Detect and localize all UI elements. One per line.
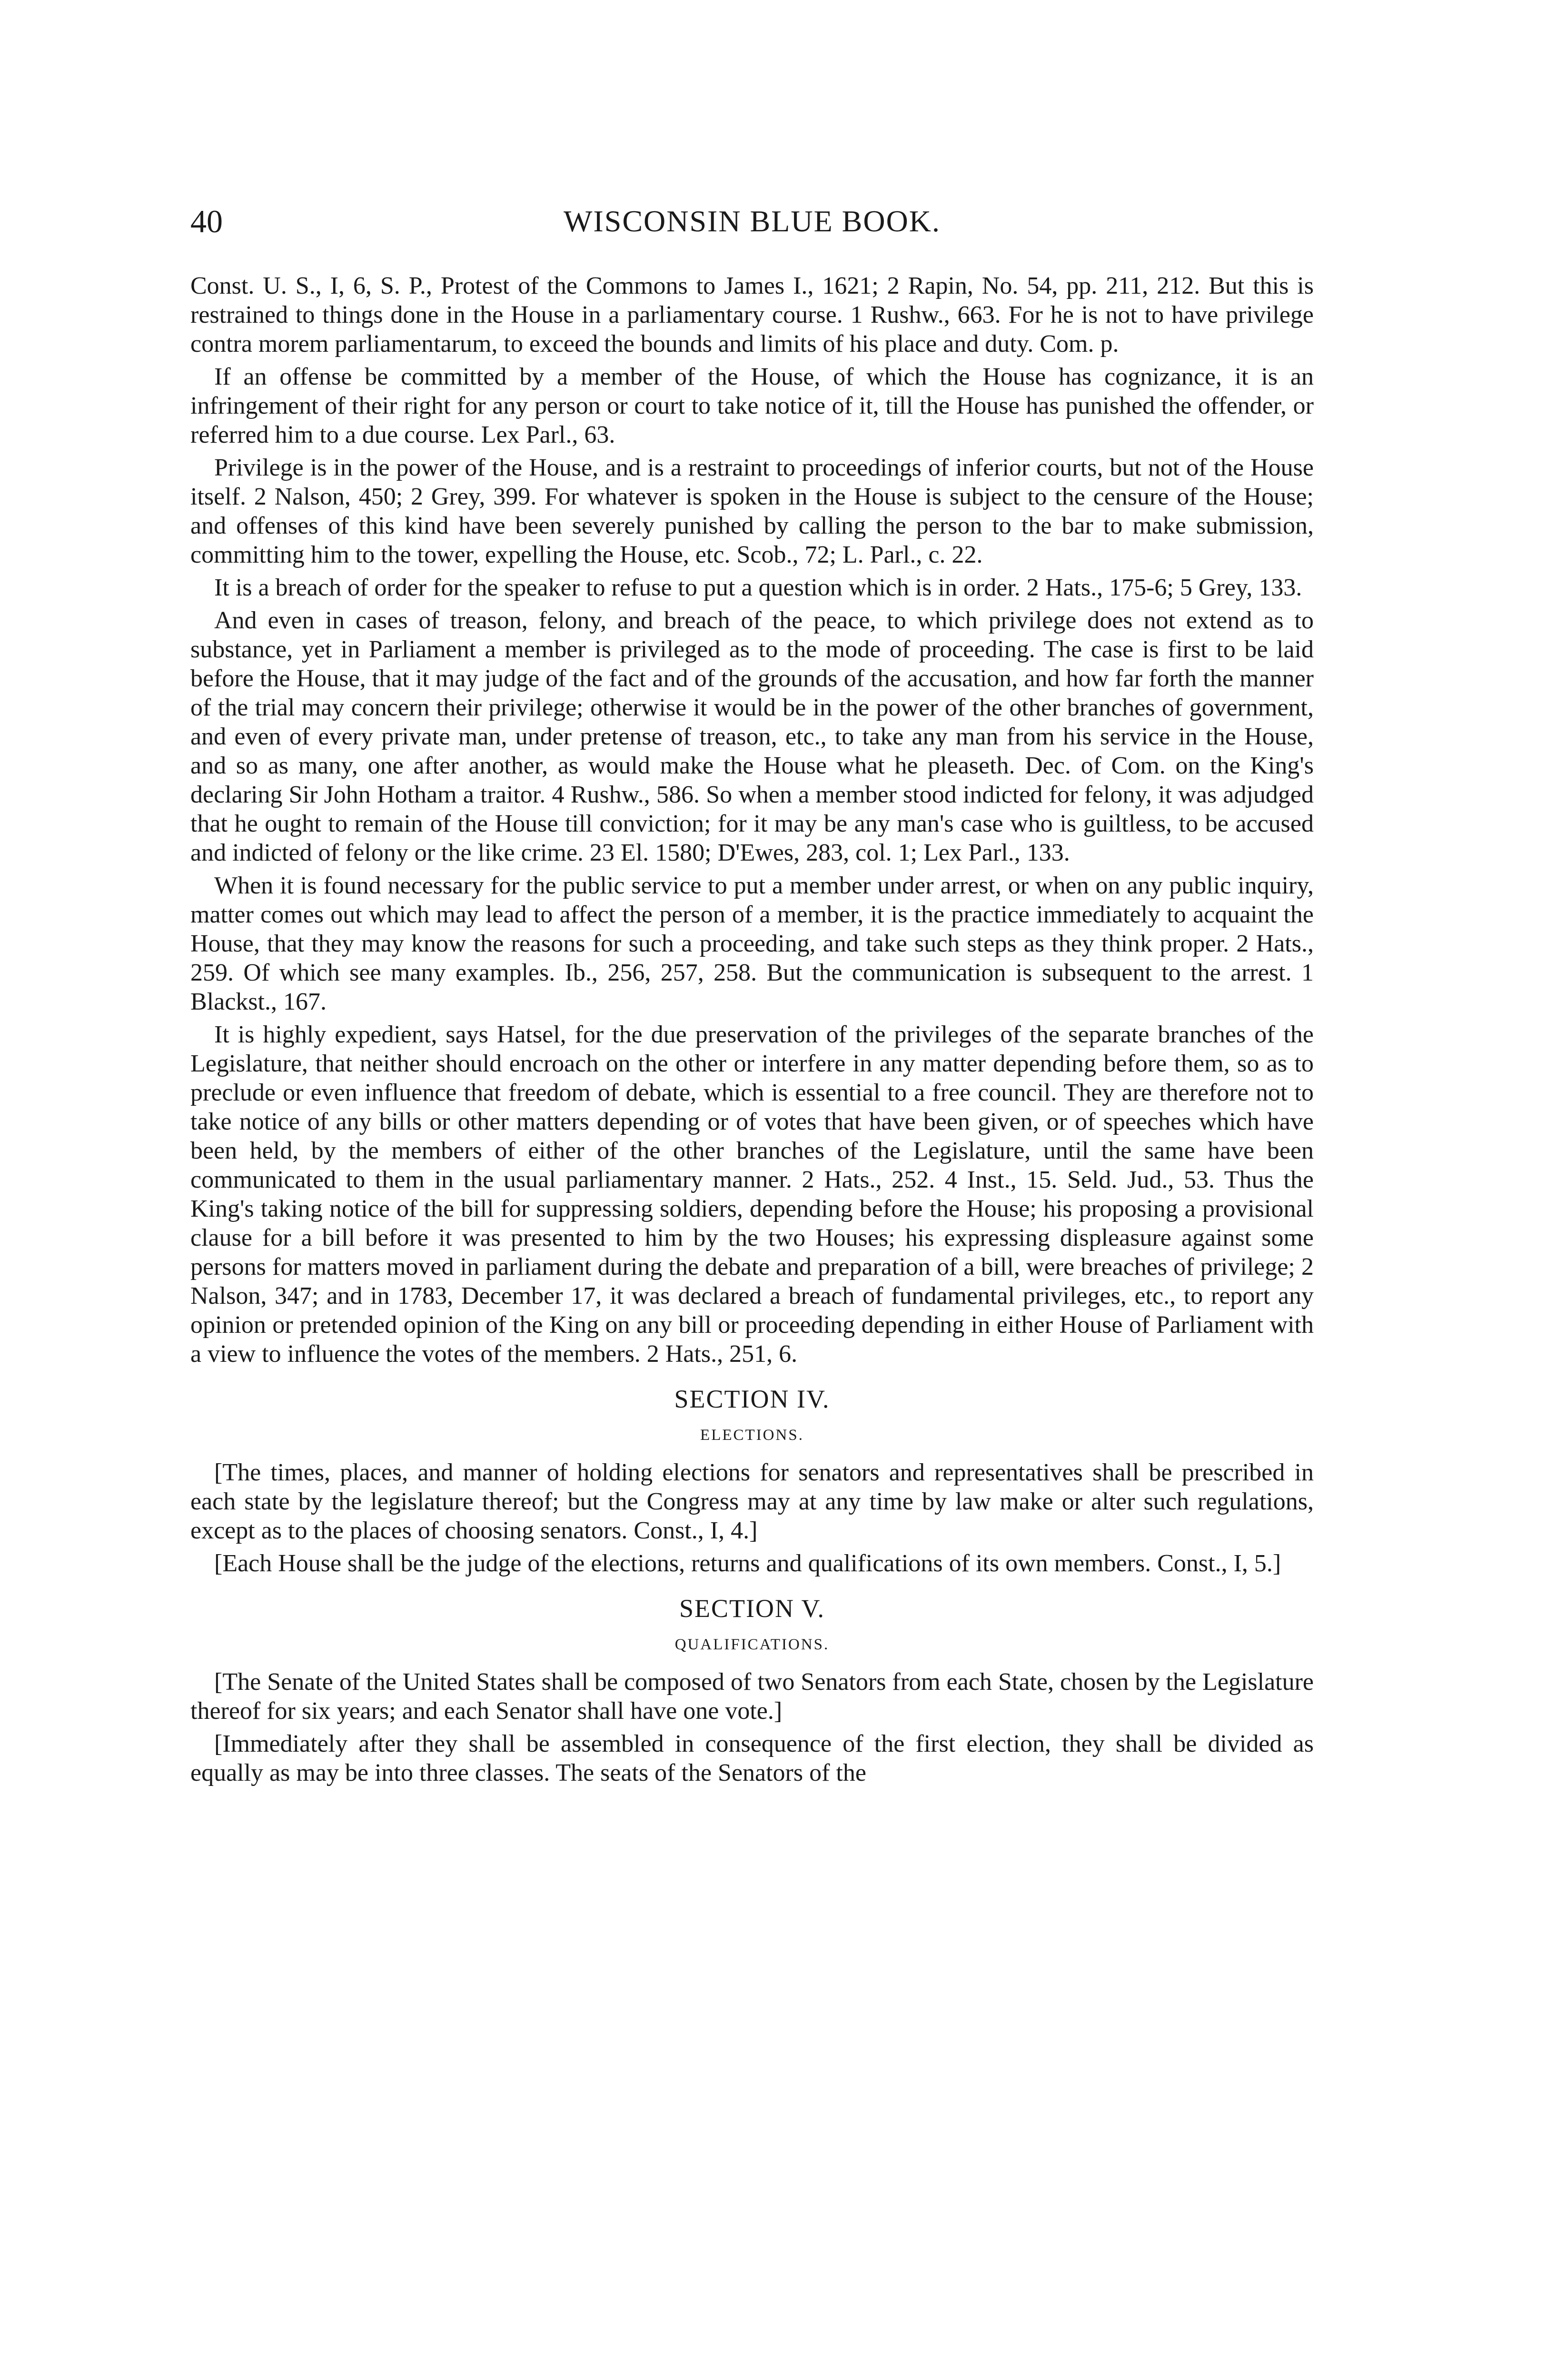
page-header: [190, 200, 1314, 243]
section-heading: SECTION V.: [679, 1594, 825, 1623]
page-number: 40: [190, 203, 223, 239]
section-subheading: QUALIFICATIONS.: [674, 1636, 830, 1653]
body-paragraph: [Each House shall be the judge of the elections, returns and qualifications of its own members. Const., I, 5.]: [214, 1550, 1281, 1577]
body-paragraph: If an offense be committed by a member of the House, of which the House has cognizance, it is an infringement of their right for any person or court to take notice of it, till the House has punished the offender, or referred him to a due course. Lex Parl., 63.: [190, 363, 1314, 448]
body-paragraph: When it is found necessary for the public service to put a member under arrest, or when on any public inquiry, matter comes out which may lead to affect the person of a member, it is the practice immediately to acquaint the House, that they may know the reasons for such a proceeding, and take such steps as they think proper. 2 Hats., 259. Of which see many examples. Ib., 256, 257, 258. But the communication is subsequent to the arrest. 1 Blackst., 167.: [190, 872, 1314, 1015]
body-paragraph: [The times, places, and manner of holding elections for senators and representatives shall be prescribed in each state by the legislature thereof; but the Congress may at any time by law make or alter such regulations, except as to the places of choosing senators. Const., I, 4.]: [190, 1459, 1314, 1544]
body-paragraph: Const. U. S., I, 6, S. P., Protest of the Commons to James I., 1621; 2 Rapin, No. 54, pp. 211, 212. But this is restrained to things done in the House in a parliamentary course. 1 Rushw., 663. For he is not to have privilege contra morem parliamentarum, to exceed the bounds and limits of his place and duty. Com. p.: [190, 272, 1314, 357]
body-paragraph: It is highly expedient, says Hatsel, for the due preservation of the privileges of the separate branches of the Legislature, that neither should encroach on the other or interfere in any matter depending before them, so as to preclude or even influence that freedom of debate, which is essential to a free council. They are therefore not to take notice of any bills or other matters depending or of votes that have been given, or of speeches which have been held, by the members of either of the other branches of the Legislature, until the same have been communicated to them in the usual parliamentary manner. 2 Hats., 252. 4 Inst., 15. Seld. Jud., 53. Thus the King's taking notice of the bill for suppressing soldiers, depending before the House; his proposing a provisional clause for a bill before it was presented to him by the two Houses; his expressing displeasure against some persons for matters moved in parliament during the debate and preparation of a bill, were breaches of privilege; 2 Nalson, 347; and in 1783, December 17, it was declared a breach of fundamental privileges, etc., to report any opinion or pretended opinion of the King on any bill or proceeding depending in either House of Parliament with a view to influence the votes of the members. 2 Hats., 251, 6.: [190, 1021, 1314, 1368]
section-subheading: ELECTIONS.: [700, 1427, 804, 1444]
body-paragraph: [The Senate of the United States shall be composed of two Senators from each State, chosen by the Legislature thereof for six years; and each Senator shall have one vote.]: [190, 1668, 1314, 1725]
body-paragraph: It is a breach of order for the speaker to refuse to put a question which is in order. 2 Hats., 175-6; 5 Grey, 133.: [214, 574, 1302, 601]
body-paragraph: Privilege is in the power of the House, and is a restraint to proceedings of inferior courts, but not of the House itself. 2 Nalson, 450; 2 Grey, 399. For whatever is spoken in the House is subject to the censure of the House; and offenses of this kind have been severely punished by calling the person to the bar to make submission, committing him to the tower, expelling the House, etc. Scob., 72; L. Parl., c. 22.: [190, 454, 1314, 568]
running-head: WISCONSIN BLUE BOOK.: [564, 204, 941, 238]
body-paragraph: [Immediately after they shall be assembled in consequence of the first election, they shall be divided as equally as may be into three classes. The seats of the Senators of the: [190, 1730, 1314, 1786]
body-paragraph: And even in cases of treason, felony, and breach of the peace, to which privilege does not extend as to substance, yet in Parliament a member is privileged as to the mode of proceeding. The case is first to be laid before the House, that it may judge of the fact and of the grounds of the accusation, and how far forth the manner of the trial may concern their privilege; otherwise it would be in the power of the other branches of government, and even of every private man, under pretense of treason, etc., to take any man from his service in the House, and so as many, one after another, as would make the House what he pleaseth. Dec. of Com. on the King's declaring Sir John Hotham a traitor. 4 Rushw., 586. So when a member stood indicted for felony, it was adjudged that he ought to remain of the House till conviction; for it may be any man's case who is guiltless, to be accused and indicted of felony or the like crime. 23 El. 1580; D'Ewes, 283, col. 1; Lex Parl., 133.: [190, 607, 1314, 866]
page-body: [190, 271, 1314, 1791]
section-heading: SECTION IV.: [674, 1385, 830, 1413]
